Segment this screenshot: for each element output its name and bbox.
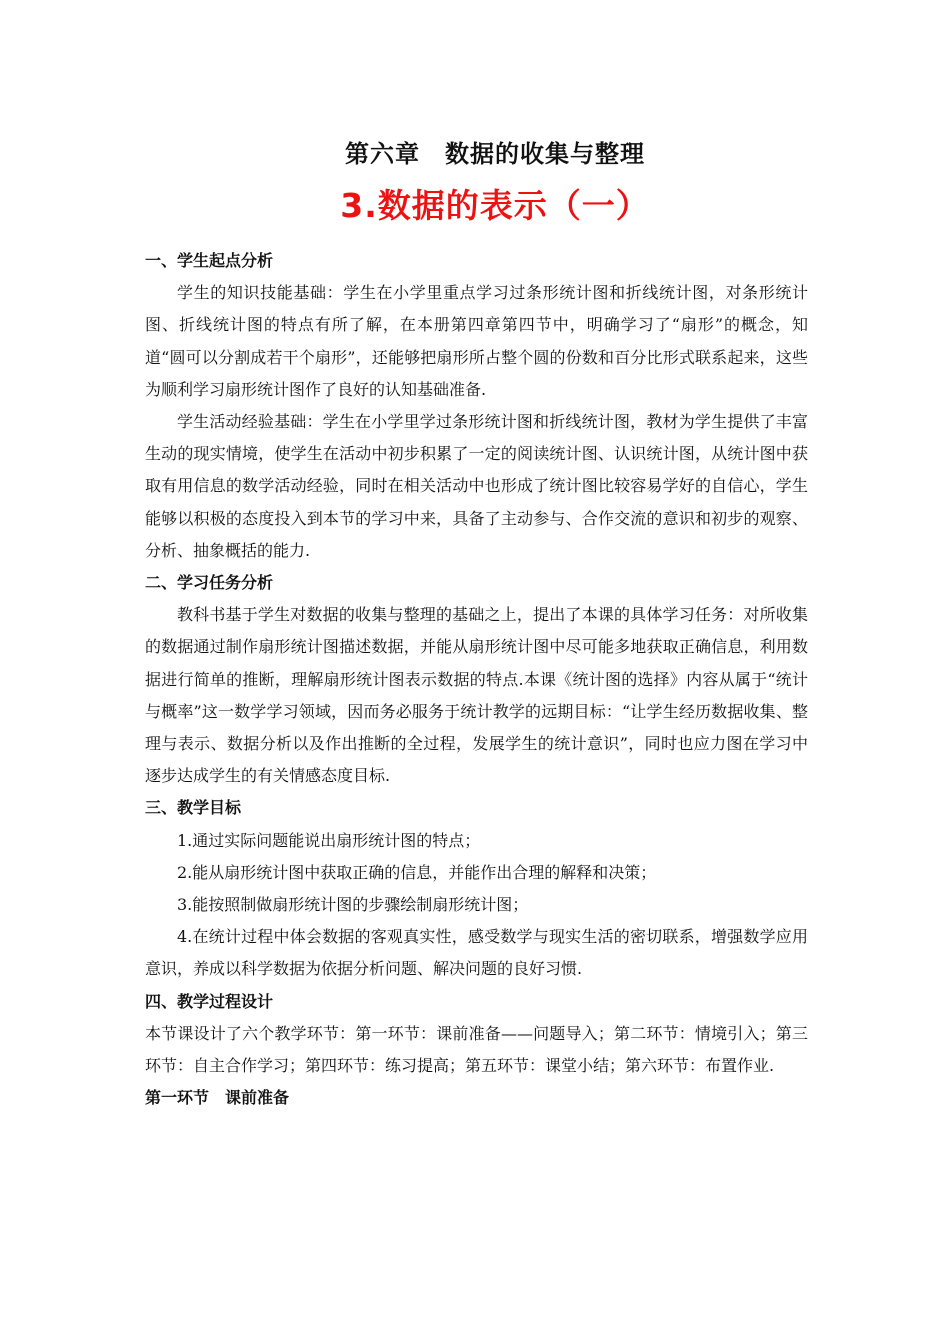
document-body: [145, 245, 808, 1114]
paragraph: 本节课设计了六个教学环节：第一环节：课前准备——问题导入；第二环节：情境引入；第三环节：自主合作学习；第四环节：练习提高；第五环节：课堂小结；第六环节：布置作业.: [145, 1023, 808, 1076]
objective-item: 4.在统计过程中体会数据的客观真实性，感受数学与现实生活的密切联系，增强数学应用意识，养成以科学数据为依据分析问题、解决问题的良好习惯.: [145, 927, 808, 979]
paragraph: 学生活动经验基础：学生在小学里学过条形统计图和折线统计图，教材为学生提供了丰富生动的现实情境，使学生在活动中初步积累了一定的阅读统计图、认识统计图，从统计图中获取有用信息的数学活动经验，同时在相关活动中也形成了统计图比较容易学好的自信心，学生能够以积极的态度投入到本节的学习中来，具备了主动参与、合作交流的意识和初步的观察、分析、抽象概括的能力.: [145, 412, 808, 560]
section-heading: 四、教学过程设计: [145, 991, 274, 1011]
objective-item: 2.能从扇形统计图中获取正确的信息，并能作出合理的解释和决策；: [177, 862, 657, 882]
subsection-heading: 第一环节 课前准备: [145, 1088, 290, 1108]
chapter-title: 第六章 数据的收集与整理: [345, 140, 645, 168]
paragraph: 学生的知识技能基础：学生在小学里重点学习过条形统计图和折线统计图，对条形统计图、折线统计图的特点有所了解，在本册第四章第四节中，明确学习了“扇形”的概念，知道“圆可以分割成若干个扇形”，还能够把扇形所占整个圆的份数和百分比形式联系起来，这些为顺利学习扇形统计图作了良好的认知基础准备.: [145, 283, 808, 399]
section-heading: 二、学习任务分析: [145, 573, 274, 593]
section-heading: 三、教学目标: [145, 798, 242, 818]
objective-item: 1.通过实际问题能说出扇形统计图的特点；: [177, 830, 481, 850]
lesson-title: 3.数据的表示（一）: [340, 186, 650, 225]
objective-item: 3.能按照制做扇形统计图的步骤绘制扇形统计图；: [177, 895, 529, 915]
section-heading: 一、学生起点分析: [145, 251, 274, 270]
paragraph: 教科书基于学生对数据的收集与整理的基础之上，提出了本课的具体学习任务：对所收集的数据通过制作扇形统计图描述数据，并能从扇形统计图中尽可能多地获取正确信息，利用数据进行简单的推断，理解扇形统计图表示数据的特点.本课《统计图的选择》内容从属于“统计与概率”这一数学学习领域，因而务必服务于统计教学的远期目标：“让学生经历数据收集、整理与表示、数据分析以及作出推断的全过程，发展学生的统计意识”，同时也应力图在学习中逐步达成学生的有关情感态度目标.: [145, 605, 808, 786]
